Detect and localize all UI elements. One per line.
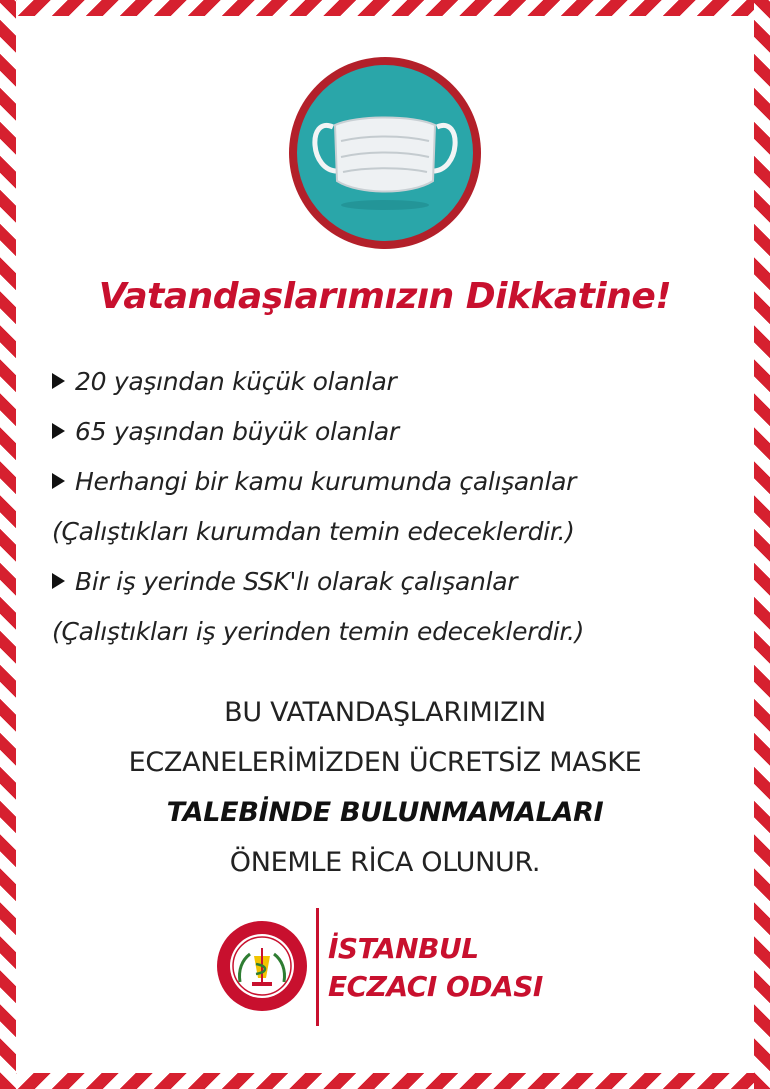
list-item-text: (Çalıştıkları kurumdan temin edeceklerdir.) <box>52 516 575 546</box>
organization-name-line: ECZACI ODASI <box>328 970 543 1003</box>
list-item-text: Herhangi bir kamu kurumunda çalışanlar <box>75 466 577 496</box>
request-line: BU VATANDAŞLARIMIZIN <box>224 697 546 728</box>
list-item-text: Bir iş yerinde SSK'lı olarak çalışanlar <box>75 566 518 596</box>
list-item <box>52 556 742 606</box>
request-line: ECZANELERİMİZDEN ÜCRETSİZ MASKE <box>128 747 642 778</box>
eligibility-list <box>52 356 742 656</box>
request-line: ÖNEMLE RİCA OLUNUR. <box>229 847 541 878</box>
request-line-emphasis: TALEBİNDE BULUNMAMALARI <box>166 797 604 828</box>
list-item <box>52 356 742 406</box>
list-item-note <box>52 506 742 556</box>
list-item-text: 65 yaşından büyük olanlar <box>75 416 399 446</box>
list-item-text: (Çalıştıkları iş yerinden temin edeceklerdir.) <box>52 616 585 646</box>
request-message <box>30 688 740 888</box>
border-top-stripe <box>0 0 770 16</box>
pharmacy-chamber-seal <box>216 920 308 1012</box>
organization-logo <box>216 908 566 1028</box>
triangle-bullet-icon <box>52 423 65 439</box>
logo-divider <box>316 908 319 1026</box>
organization-name-line: İSTANBUL <box>328 932 479 965</box>
triangle-bullet-icon <box>52 573 65 589</box>
headline: Vatandaşlarımızın Dikkatine! <box>98 276 672 317</box>
organization-name <box>328 930 543 1006</box>
list-item <box>52 456 742 506</box>
list-item-note <box>52 606 742 656</box>
list-item <box>52 406 742 456</box>
list-item-text: 20 yaşından küçük olanlar <box>75 366 397 396</box>
triangle-bullet-icon <box>52 473 65 489</box>
face-mask-icon <box>287 55 483 251</box>
border-left-stripe <box>0 0 16 1089</box>
triangle-bullet-icon <box>52 373 65 389</box>
border-right-stripe <box>754 0 770 1089</box>
border-bottom-stripe <box>0 1073 770 1089</box>
